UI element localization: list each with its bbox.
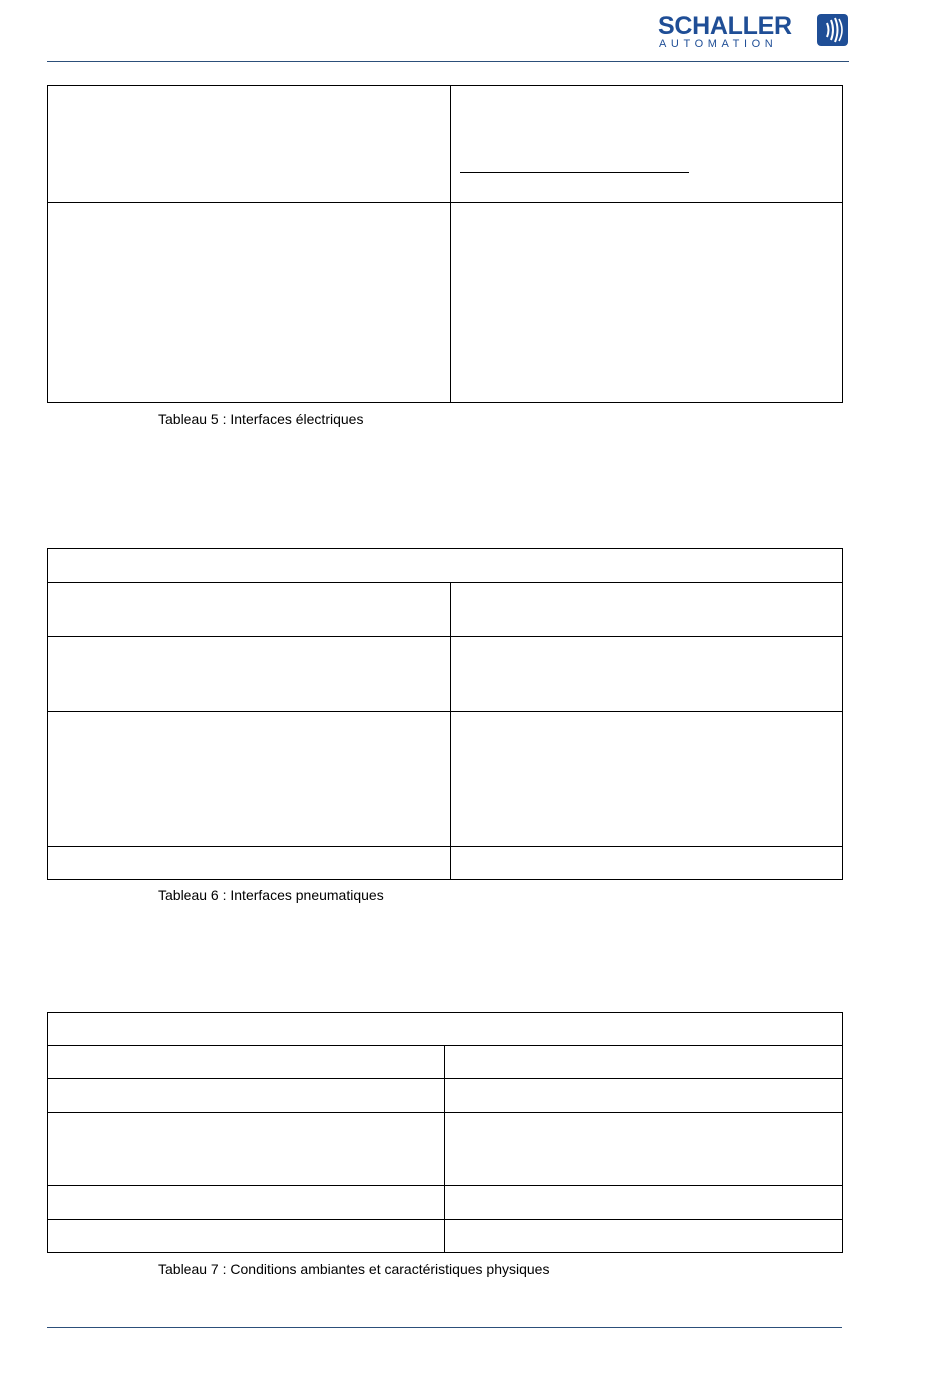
table-cell	[48, 1046, 445, 1079]
table-cell	[445, 1220, 843, 1253]
table-row	[48, 712, 843, 847]
electrical-interfaces-table	[47, 85, 843, 403]
table-cell	[451, 847, 843, 880]
table-cell	[445, 1113, 843, 1186]
table-cell	[451, 203, 843, 403]
table-cell	[451, 637, 843, 712]
ambient-conditions-table	[47, 1012, 843, 1253]
table-row	[48, 1046, 843, 1079]
logo-subtitle: AUTOMATION	[659, 38, 778, 50]
company-logo	[658, 14, 850, 50]
table-cell	[48, 583, 451, 637]
table-row	[48, 583, 843, 637]
table-cell	[445, 1079, 843, 1113]
header-rule	[47, 61, 849, 62]
table-cell	[48, 1186, 445, 1220]
table-row	[48, 1186, 843, 1220]
table-cell	[48, 1220, 445, 1253]
sound-wave-logo-icon	[817, 14, 848, 46]
table-cell	[451, 583, 843, 637]
table-cell	[48, 1113, 445, 1186]
table-cell	[48, 1079, 445, 1113]
underline-mark	[460, 172, 689, 173]
table-cell	[451, 712, 843, 847]
table-row	[48, 637, 843, 712]
table-caption: Tableau 5 : Interfaces électriques	[158, 411, 364, 427]
table-row	[48, 1013, 843, 1046]
table-cell	[48, 847, 451, 880]
table-cell	[445, 1186, 843, 1220]
table-header-cell	[48, 549, 843, 583]
table-caption: Tableau 6 : Interfaces pneumatiques	[158, 887, 384, 903]
table-cell	[48, 86, 451, 203]
table-row	[48, 86, 843, 203]
table-row	[48, 847, 843, 880]
table-cell	[445, 1046, 843, 1079]
table-row	[48, 1220, 843, 1253]
table-cell	[48, 637, 451, 712]
footer-rule	[47, 1327, 842, 1328]
table-cell	[451, 86, 843, 203]
table-cell	[48, 203, 451, 403]
pneumatic-interfaces-table	[47, 548, 843, 880]
table-row	[48, 203, 843, 403]
table-row	[48, 1113, 843, 1186]
table-row	[48, 549, 843, 583]
table-row	[48, 1079, 843, 1113]
table-cell	[48, 712, 451, 847]
table-header-cell	[48, 1013, 843, 1046]
logo-wordmark: SCHALLER	[658, 12, 792, 40]
table-caption: Tableau 7 : Conditions ambiantes et caractéristiques physiques	[158, 1261, 550, 1277]
